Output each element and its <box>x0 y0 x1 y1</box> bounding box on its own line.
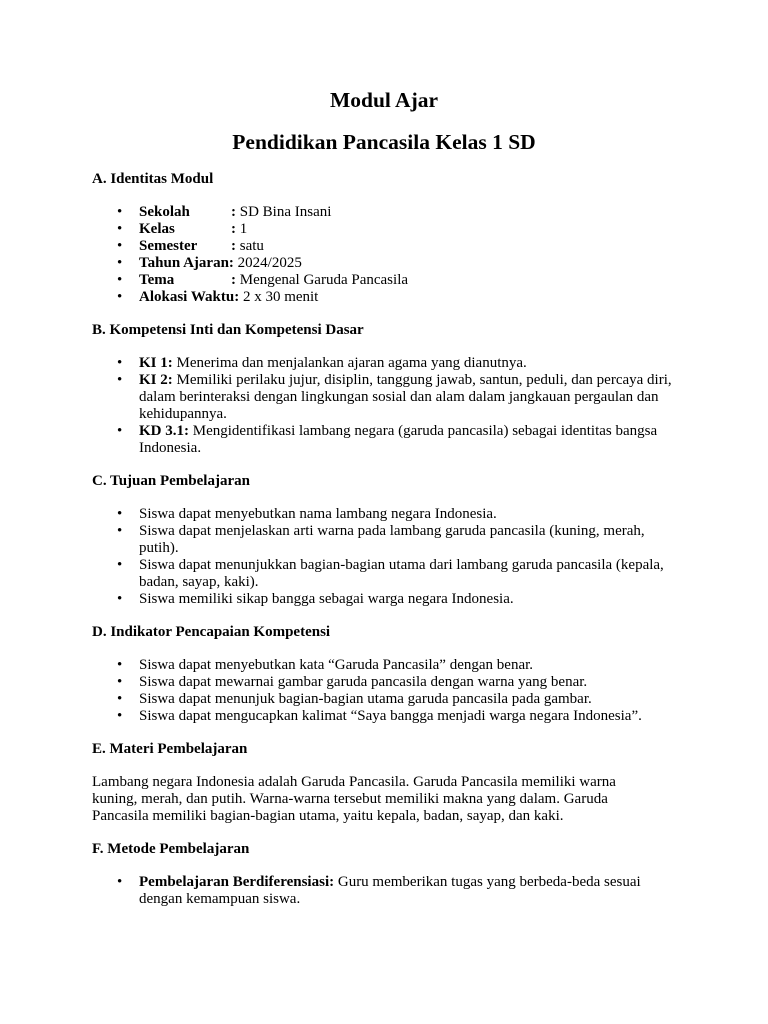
bullet-icon: • <box>117 221 123 237</box>
bullet-icon: • <box>117 238 123 254</box>
item-value: Mengidentifikasi lambang negara (garuda pancasila) sebagai identitas bangsa Indonesia. <box>139 423 658 456</box>
item-value: Mengenal Garuda Pancasila <box>236 272 409 288</box>
section-heading-indikator: D. Indikator Pencapaian Kompetensi <box>92 624 331 640</box>
section-heading-materi: E. Materi Pembelajaran <box>92 741 248 757</box>
list-item <box>117 238 676 255</box>
item-key: Tahun Ajaran <box>139 255 229 271</box>
item-key: KD 3.1: <box>139 423 189 439</box>
bullet-icon: • <box>117 506 123 522</box>
bullet-icon: • <box>117 255 123 271</box>
list-item <box>117 557 676 591</box>
list-item <box>117 255 676 272</box>
item-key: Sekolah <box>139 204 190 220</box>
list-item <box>117 221 676 238</box>
item-separator: : <box>231 221 236 237</box>
document-subtitle: Pendidikan Pancasila Kelas 1 SD <box>232 130 536 154</box>
kompetensi-list <box>92 355 676 457</box>
bullet-icon: • <box>117 372 123 388</box>
list-item <box>117 289 676 306</box>
item-value: satu <box>236 238 264 254</box>
list-item <box>117 523 676 557</box>
list-item <box>117 708 676 725</box>
item-value: 2024/2025 <box>233 255 302 271</box>
bullet-icon: • <box>117 355 123 371</box>
item-text: Siswa dapat menunjukkan bagian-bagian utama dari lambang garuda pancasila (kepala, badan, sayap, kaki). <box>139 557 664 590</box>
bullet-icon: • <box>117 708 123 724</box>
item-value: 2 x 30 menit <box>239 289 319 305</box>
list-item <box>117 423 676 457</box>
list-item <box>117 506 676 523</box>
bullet-icon: • <box>117 691 123 707</box>
list-item <box>117 272 676 289</box>
list-item <box>117 355 676 372</box>
indikator-list <box>92 657 676 725</box>
item-text: Siswa memiliki sikap bangga sebagai warga negara Indonesia. <box>139 591 514 607</box>
item-value: Menerima dan menjalankan ajaran agama yang dianutnya. <box>172 355 527 371</box>
item-key: Semester <box>139 238 198 254</box>
bullet-icon: • <box>117 423 123 439</box>
list-item <box>117 204 676 221</box>
list-item <box>117 657 676 674</box>
bullet-icon: • <box>117 272 123 288</box>
list-item <box>117 372 676 423</box>
section-heading-identitas: A. Identitas Modul <box>92 171 214 187</box>
item-text: Siswa dapat menunjuk bagian-bagian utama garuda pancasila pada gambar. <box>139 691 592 707</box>
item-text: Siswa dapat mengucapkan kalimat “Saya bangga menjadi warga negara Indonesia”. <box>139 708 642 724</box>
item-value: 1 <box>236 221 248 237</box>
identity-list <box>92 204 676 306</box>
item-value: SD Bina Insani <box>236 204 332 220</box>
list-item <box>117 874 676 908</box>
list-item <box>117 591 676 608</box>
item-value: Guru memberikan tugas yang berbeda-beda sesuai dengan kemampuan siswa. <box>139 874 641 907</box>
item-key: Alokasi Waktu <box>139 289 235 305</box>
item-separator: : <box>234 289 240 305</box>
bullet-icon: • <box>117 289 123 305</box>
item-key: KI 1: <box>139 355 173 371</box>
item-key: Pembelajaran Berdiferensiasi: <box>139 874 335 890</box>
item-key: KI 2: <box>139 372 173 388</box>
section-heading-kompetensi: B. Kompetensi Inti dan Kompetensi Dasar <box>92 322 364 338</box>
metode-list <box>92 874 676 908</box>
item-text: Siswa dapat menjelaskan arti warna pada lambang garuda pancasila (kuning, merah, putih). <box>139 523 645 556</box>
bullet-icon: • <box>117 657 123 673</box>
document-title: Modul Ajar <box>329 88 439 112</box>
section-heading-tujuan: C. Tujuan Pembelajaran <box>92 473 250 489</box>
item-text: Siswa dapat mewarnai gambar garuda pancasila dengan warna yang benar. <box>139 674 588 690</box>
item-separator: : <box>231 238 236 254</box>
bullet-icon: • <box>117 674 123 690</box>
bullet-icon: • <box>117 591 123 607</box>
item-key: Tema <box>139 272 175 288</box>
tujuan-list <box>92 506 676 608</box>
item-separator: : <box>231 204 236 220</box>
list-item <box>117 691 676 708</box>
bullet-icon: • <box>117 204 123 220</box>
bullet-icon: • <box>117 874 123 890</box>
item-separator: : <box>228 255 234 271</box>
materi-paragraph: Lambang negara Indonesia adalah Garuda Pancasila. Garuda Pancasila memiliki warna kuning, merah, dan putih. Warna-warna tersebut memiliki makna yang dalam. Garuda Pancasila memiliki bagian-bagian utama, yaitu kepala, badan, sayap, dan kaki. <box>92 774 616 824</box>
item-separator: : <box>231 272 236 288</box>
item-text: Siswa dapat menyebutkan kata “Garuda Pancasila” dengan benar. <box>139 657 534 673</box>
bullet-icon: • <box>117 557 123 573</box>
item-text: Siswa dapat menyebutkan nama lambang negara Indonesia. <box>139 506 497 522</box>
bullet-icon: • <box>117 523 123 539</box>
section-heading-metode: F. Metode Pembelajaran <box>92 841 250 857</box>
item-key: Kelas <box>139 221 175 237</box>
item-value: Memiliki perilaku jujur, disiplin, tanggung jawab, santun, peduli, dan percaya diri, dalam berinteraksi dengan lingkungan sosial dan alam dalam jangkauan pergaulan dan kehidupannya. <box>139 372 672 422</box>
list-item <box>117 674 676 691</box>
